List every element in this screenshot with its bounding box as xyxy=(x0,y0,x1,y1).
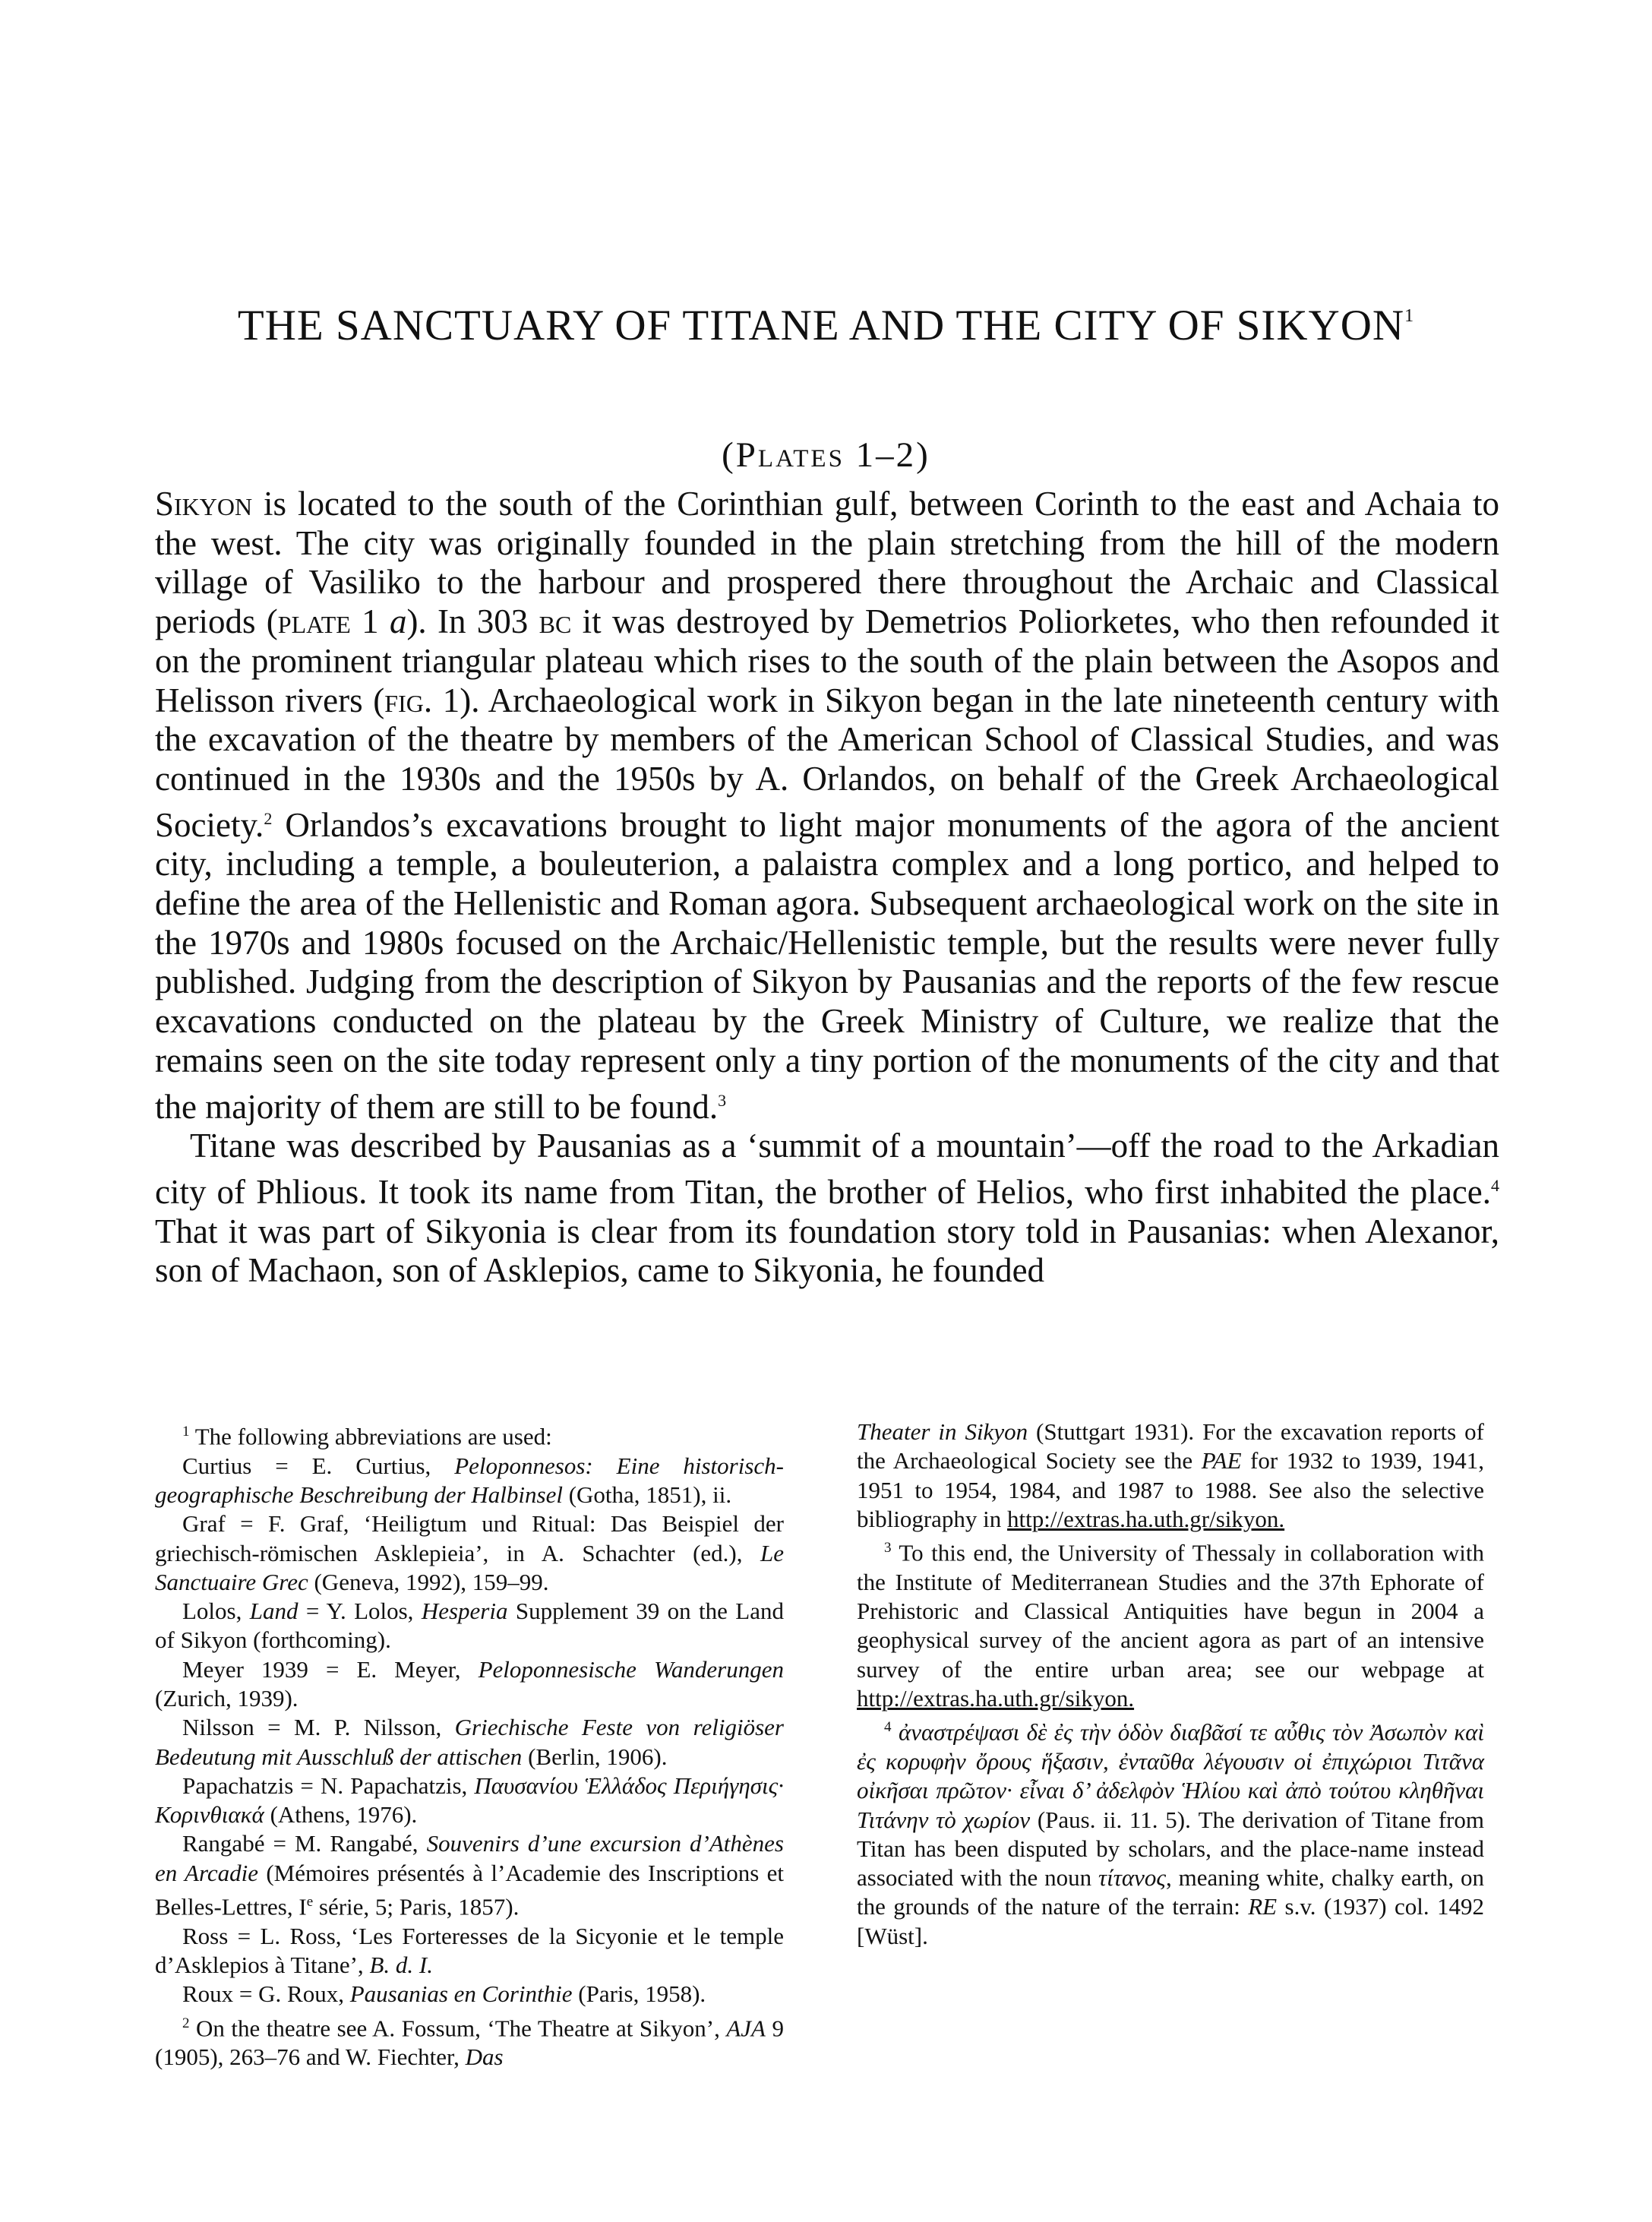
abbreviation-rangabe xyxy=(155,1829,784,1921)
footnote-text: Curtius = E. Curtius, xyxy=(182,1452,455,1479)
footnote-4 xyxy=(857,1713,1484,1951)
footnote-number: 1 xyxy=(182,1424,190,1440)
footnotes-right-column xyxy=(857,1418,1484,1951)
footnote-text: (Zurich, 1939). xyxy=(155,1685,298,1712)
ordinal-suffix: e xyxy=(306,1894,314,1911)
footnote-text: To this end, the University of Thessaly in collaboration with the Institute of Mediterranean Studies and the 37th Ephorate of Prehistoric and Classical Antiquities have begun in 2004 a geophysical survey of the ancient agora as part of an intensive survey of the entire urban area; see our webpage at xyxy=(857,1539,1484,1683)
journal-title: Hesperia xyxy=(421,1598,508,1625)
footnote-text: , meaning white, chalky earth, on the grounds of the nature of the terrain: xyxy=(857,1864,1484,1920)
footnote-text: Supplement 39 on the Land of Sikyon (forthcoming). xyxy=(155,1598,784,1654)
main-text xyxy=(155,485,1499,1291)
paragraph-1-text: ). In 303 xyxy=(406,602,539,641)
journal-title: RE xyxy=(1248,1893,1278,1920)
journal-title: AJA xyxy=(726,2014,766,2041)
footnote-text: Lolos, xyxy=(182,1598,250,1625)
paragraph-2-text: Titane was described by Pausanias as a ‘summit of a mountain’—off the road to the Arkadian city of Phlious. It took its name from Titan, the brother of Helios, who first inhabited the place. xyxy=(155,1127,1499,1211)
paragraph-1 xyxy=(155,485,1499,1127)
footnote-text: Roux = G. Roux, xyxy=(182,1980,350,2008)
footnote-1 xyxy=(155,1418,784,1452)
footnote-text: Papachatzis = N. Papachatzis, xyxy=(182,1772,475,1799)
footnote-text: série, 5; Paris, 1857). xyxy=(313,1893,520,1920)
era-abbreviation: bc xyxy=(539,602,572,641)
abbreviation-ross xyxy=(155,1922,784,1980)
footnote-text: (Berlin, 1906). xyxy=(522,1743,668,1770)
footnote-2-continued xyxy=(857,1418,1484,1534)
abbreviation-roux xyxy=(155,1980,784,2009)
abbreviation-curtius xyxy=(155,1452,784,1510)
footnote-text: (Stuttgart 1931). For the excavation reports of the Archaeological Society see the xyxy=(857,1418,1484,1474)
paragraph-2 xyxy=(155,1127,1499,1291)
footnote-number: 2 xyxy=(182,2015,190,2031)
footnote-text: The following abbreviations are used: xyxy=(189,1423,552,1450)
footnote-text: Meyer 1939 = E. Meyer, xyxy=(182,1655,479,1683)
plate-ref[interactable]: plate 1 xyxy=(277,602,379,641)
book-title: Das xyxy=(465,2043,504,2071)
abbreviation-lolos xyxy=(155,1597,784,1655)
footnote-text: for 1932 to 1939, 1941, 1951 to 1954, 1984, and 1987 to 1988. See also the selective bibliography in xyxy=(857,1447,1484,1532)
footnote-text: (Athens, 1976). xyxy=(264,1801,418,1828)
footnote-ref-3[interactable]: 3 xyxy=(718,1090,727,1110)
footnote-ref-4[interactable]: 4 xyxy=(1491,1175,1499,1195)
footnote-text: s.v. (1937) col. 1492 [Wüst]. xyxy=(857,1893,1484,1949)
footnote-text: (Paris, 1958). xyxy=(572,1980,706,2008)
bibliography-link[interactable]: http://extras.ha.uth.gr/sikyon. xyxy=(1007,1505,1285,1532)
footnote-number: 3 xyxy=(884,1540,892,1557)
greek-quotation: ἀναστρέψασι δὲ ἐς τὴν ὁδὸν διαβᾶσί τε αὖθις τὸν Ἀσωπὸν καὶ ἐς κορυφὴν ὄρους ἥξασιν, ἐνταῦθα λέγουσιν οἱ ἐπιχώριοι Τιτᾶνα οἰκῆσαι πρῶτον· εἶναι δ’ ἀδελφὸν Ἡλίου καὶ ἀπὸ τούτου κληθῆναι Τιτάνην τὸ χωρίον xyxy=(857,1718,1484,1833)
footnotes-left-column xyxy=(155,1418,784,2072)
paragraph-2-text: That it was part of Sikyonia is clear from its foundation story told in Pausanias: when Alexanor, son of Machaon, son of Asklepios, came to Sikyonia, he founded xyxy=(155,1212,1499,1290)
abbreviation-papachatzis xyxy=(155,1772,784,1830)
book-title: Pausanias en Corinthie xyxy=(349,1980,573,2008)
footnote-text: (Geneva, 1992), 159–99. xyxy=(308,1568,549,1595)
footnote-3 xyxy=(857,1534,1484,1713)
abbreviation-graf xyxy=(155,1509,784,1597)
book-title: Le Sanctuaire Grec xyxy=(155,1539,784,1595)
footnote-text: Rangabé = M. Rangabé, xyxy=(182,1830,427,1857)
footnote-text: 9 (1905), 263–76 and W. Fiechter, xyxy=(155,2014,785,2071)
abbreviation-nilsson xyxy=(155,1713,784,1772)
footnote-number: 4 xyxy=(884,1719,892,1736)
footnote-ref-1[interactable]: 1 xyxy=(1404,306,1415,326)
book-title: Παυσανίου Ἑλλάδος Περιήγησις· Κορινθιακά xyxy=(155,1772,784,1828)
footnote-text: Graf = F. Graf, ‘Heiligtum und Ritual: Das Beispiel der griechisch-römischen Asklepieia’, in A. Schachter (ed.), xyxy=(155,1510,784,1566)
book-title: Peloponnesische Wanderungen xyxy=(478,1655,784,1683)
footnote-text: Ross = L. Ross, ‘Les Forteresses de la Sicyonie et le temple d’Asklepios à Titane’, xyxy=(155,1922,784,1978)
book-title: Souvenirs d’une excursion d’Athènes en Arcadie xyxy=(155,1830,784,1886)
book-title: Griechische Feste von religiöser Bedeutung mit Ausschluß der attischen xyxy=(155,1714,784,1770)
abbreviation-meyer xyxy=(155,1655,784,1714)
journal-title: B. d. I. xyxy=(369,1952,433,1978)
book-title: Theater in Sikyon xyxy=(857,1418,1028,1445)
opening-word: Sikyon xyxy=(155,485,253,523)
book-title: Peloponnesos: Eine historisch-geographische Beschreibung der Halbinsel xyxy=(155,1452,784,1508)
plates-reference: (Plates 1–2) xyxy=(722,435,930,475)
article-title xyxy=(129,304,1523,347)
footnote-ref-2[interactable]: 2 xyxy=(264,808,273,828)
footnote-text: On the theatre see A. Fossum, ‘The Theatre at Sikyon’, xyxy=(189,2014,727,2041)
journal-title: PAE xyxy=(1201,1447,1242,1474)
greek-word: τίτανος xyxy=(1098,1864,1166,1892)
footnote-text: (Paus. ii. 11. 5). The derivation of Titane from Titan has been disputed by scholars, and the place-name instead associated with the noun xyxy=(857,1806,1484,1892)
paragraph-1-text: is located to the south of the Corinthian gulf, between Corinth to the east and Achaia to the west. The city was originally founded in the plain stretching from the hill of the modern village of Vasiliko to the harbour and prospered there throughout the Archaic and Classical periods ( xyxy=(155,485,1499,641)
footnote-text: Nilsson = M. P. Nilsson, xyxy=(182,1714,455,1741)
paragraph-1-text: ). Archaeological work in Sikyon began in the late nineteenth century with the excavation of the theatre by members of the American School of Classical Studies, and was continued in the 1930s and the 1950s by A. Orlandos, on behalf of the Greek Archaeological Society. xyxy=(155,681,1499,844)
footnote-2 xyxy=(155,2009,784,2072)
paragraph-1-text: it was destroyed by Demetrios Poliorketes, who then refounded it on the prominent triangular plateau which rises to the south of the plain between the Asopos and Helisson rivers ( xyxy=(155,602,1500,719)
webpage-link[interactable]: http://extras.ha.uth.gr/sikyon. xyxy=(857,1685,1135,1712)
footnote-text: = Y. Lolos, xyxy=(298,1598,422,1625)
plate-ref-letter: a xyxy=(389,602,407,641)
footnote-text: (Mémoires présentés à l’Academie des Inscriptions et Belles-Lettres, I xyxy=(155,1859,784,1920)
abbreviation: Land xyxy=(249,1598,298,1625)
figure-ref[interactable]: fig. 1 xyxy=(384,681,460,719)
article-title-text: THE SANCTUARY OF TITANE AND THE CITY OF SIKYON xyxy=(237,302,1405,349)
footnote-text: (Gotha, 1851), ii. xyxy=(562,1481,732,1508)
paragraph-1-text: Orlandos’s excavations brought to light major monuments of the agora of the ancient city, including a temple, a bouleuterion, a palaistra complex and a long portico, and helped to define the area of the Hellenistic and Roman agora. Subsequent archaeological work on the site in the 1970s and 1980s focused on the Archaic/Hellenistic temple, but the results were never fully published. Judging from the description of Sikyon by Pausanias and the reports of the few rescue excavations conducted on the plateau by the Greek Ministry of Culture, we realize that the remains seen on the site today represent only a tiny portion of the monuments of the city and that the majority of them are still to be found. xyxy=(155,805,1499,1126)
